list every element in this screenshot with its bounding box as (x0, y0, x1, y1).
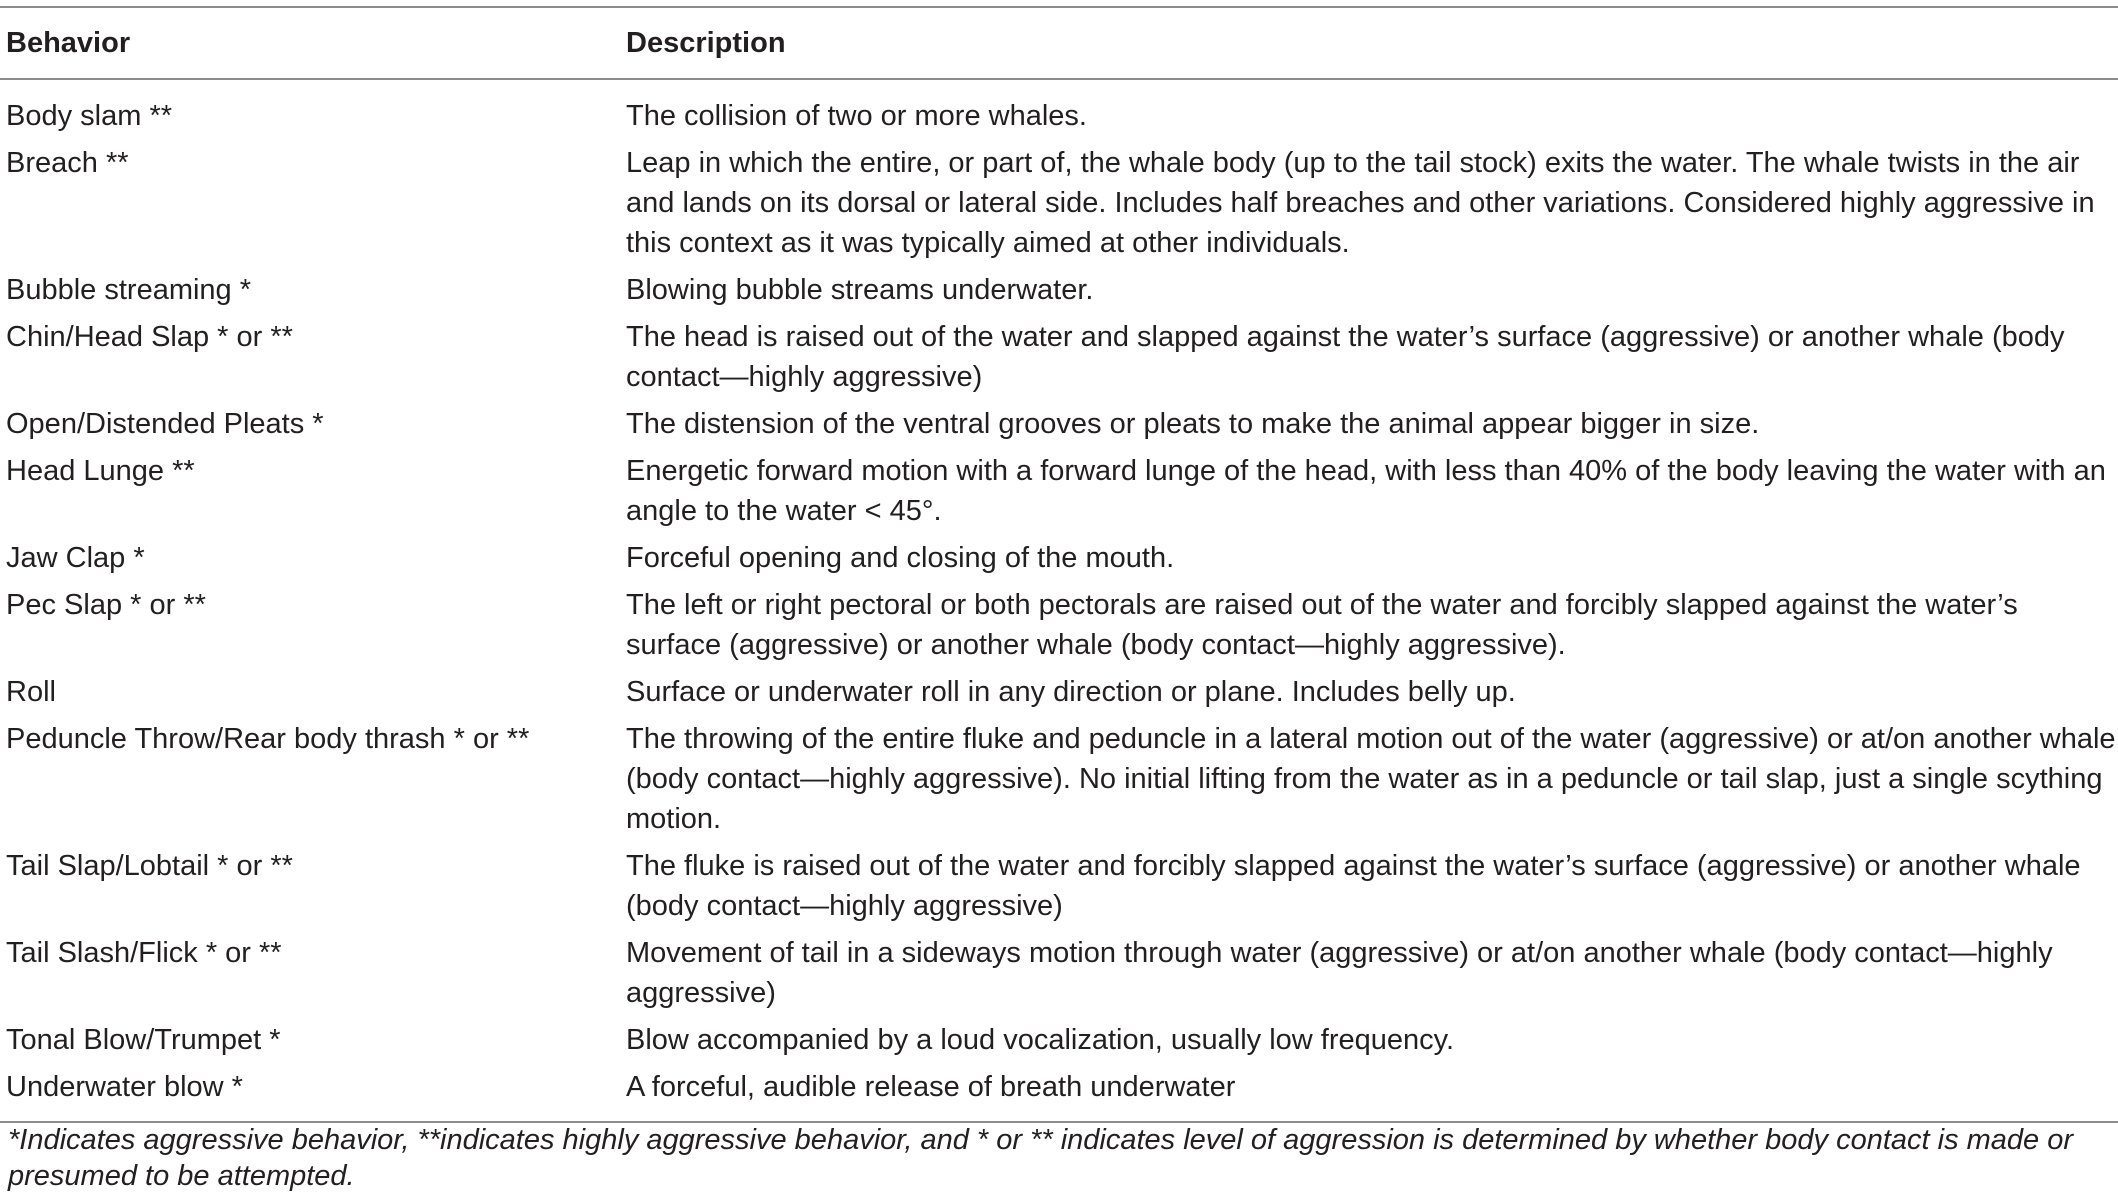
description-cell: Leap in which the entire, or part of, the whale body (up to the tail stock) exits the water. The whale twists in the air and lands on its dorsal or lateral side. Includes half breaches and other variations. Considered highly aggressive in this context as it was typically aimed at other individuals. (626, 147, 2095, 259)
table-row (0, 314, 2118, 401)
description-cell: The left or right pectoral or both pectorals are raised out of the water and forcibly slapped against the water’s surface (aggressive) or another whale (body contact—highly aggressive). (626, 589, 2018, 661)
description-cell: Blow accompanied by a loud vocalization, usually low frequency. (626, 1024, 1455, 1056)
table-row (0, 669, 2118, 716)
table-row (0, 1064, 2118, 1122)
table-header (0, 7, 2118, 79)
behavior-cell: Tail Slash/Flick * or ** (6, 937, 282, 969)
behavior-cell: Pec Slap * or ** (6, 589, 206, 621)
table-row (0, 448, 2118, 535)
description-cell: A forceful, audible release of breath underwater (626, 1071, 1236, 1103)
description-cell: The throwing of the entire fluke and peduncle in a lateral motion out of the water (aggressive) or at/on another whale (body contact—highly aggressive). No initial lifting from the water as in a peduncle or tail slap, just a single scything motion. (626, 723, 2116, 835)
description-cell: Energetic forward motion with a forward lunge of the head, with less than 40% of the body leaving the water with an angle to the water < 45°. (626, 455, 2106, 527)
behavior-cell: Underwater blow * (6, 1071, 243, 1103)
behavior-cell: Bubble streaming * (6, 274, 252, 306)
table-row (0, 582, 2118, 669)
behavior-cell: Chin/Head Slap * or ** (6, 321, 293, 353)
description-cell: The fluke is raised out of the water and forcibly slapped against the water’s surface (aggressive) or another whale (body contact—highly aggressive) (626, 850, 2081, 922)
table-row (0, 140, 2118, 267)
description-cell: Movement of tail in a sideways motion through water (aggressive) or at/on another whale (body contact—highly aggressive) (626, 937, 2053, 1009)
table-row (0, 267, 2118, 314)
description-cell: The distension of the ventral grooves or pleats to make the animal appear bigger in size. (626, 408, 1760, 440)
behavior-cell: Peduncle Throw/Rear body thrash * or ** (6, 723, 530, 755)
table-row (0, 535, 2118, 582)
header-row (0, 7, 2118, 79)
behavior-table-container (0, 6, 2118, 1123)
behavior-table (0, 6, 2118, 1123)
behavior-cell: Open/Distended Pleats * (6, 408, 324, 440)
behavior-cell: Head Lunge ** (6, 455, 195, 487)
behavior-cell: Tail Slap/Lobtail * or ** (6, 850, 293, 882)
table-row (0, 79, 2118, 140)
behavior-cell: Breach ** (6, 147, 129, 179)
behavior-cell: Body slam ** (6, 100, 173, 132)
table-row (0, 1017, 2118, 1064)
table-body (0, 79, 2118, 1122)
behavior-cell: Roll (6, 676, 56, 708)
behavior-cell: Tonal Blow/Trumpet * (6, 1024, 281, 1056)
behavior-cell: Jaw Clap * (6, 542, 145, 574)
description-cell: The head is raised out of the water and slapped against the water’s surface (aggressive) or another whale (body contact—highly aggressive) (626, 321, 2065, 393)
description-cell: The collision of two or more whales. (626, 100, 1087, 132)
description-cell: Surface or underwater roll in any direction or plane. Includes belly up. (626, 676, 1516, 708)
description-cell: Blowing bubble streams underwater. (626, 274, 1094, 306)
table-row (0, 843, 2118, 930)
description-cell: Forceful opening and closing of the mouth. (626, 542, 1175, 574)
header-description: Description (626, 27, 786, 59)
table-footnote: *Indicates aggressive behavior, **indicates highly aggressive behavior, and * or ** indicates level of aggression is determined by whether body contact is made or presumed to be attempted. (8, 1124, 2074, 1192)
header-behavior: Behavior (6, 27, 131, 59)
table-row (0, 716, 2118, 843)
table-row (0, 930, 2118, 1017)
table-row (0, 401, 2118, 448)
